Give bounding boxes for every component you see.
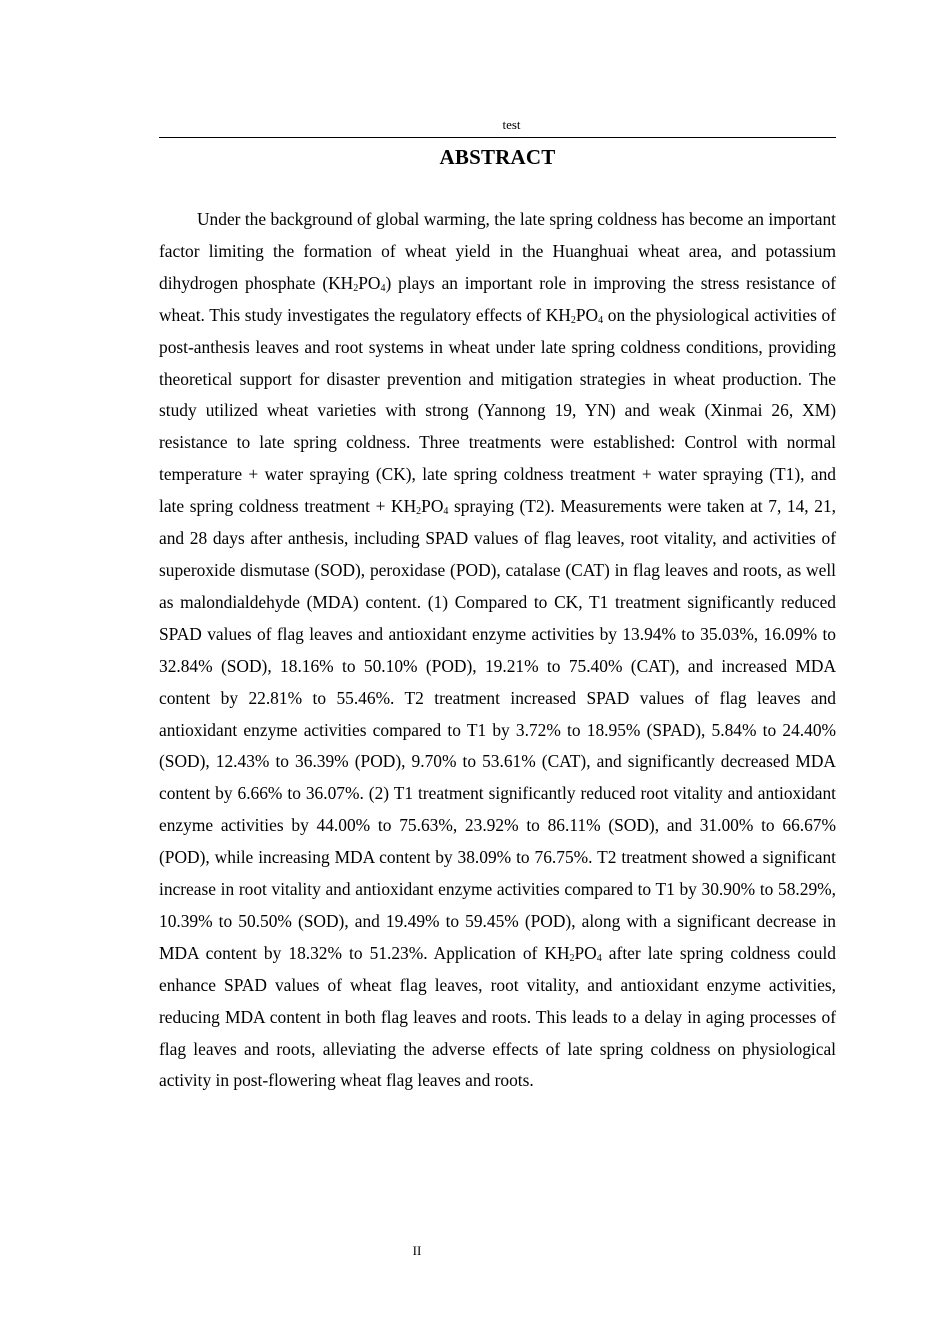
header-rule (159, 137, 836, 138)
abstract-text-4: spraying (T2). Measurements were taken at 7, 14, 21, and 28 days after anthesis, including SPAD values of flag leaves, root vitality, and activities of superoxide dismutase (SOD), peroxidase (POD), catalase (CAT) in flag leaves and roots, as well as malondialdehyde (MDA) content. (1) Compared to CK, T1 treatment significantly reduced SPAD values of flag leaves and antioxidant enzyme activities by 13.94% to 35.03%, 16.09% to 32.84% (SOD), 18.16% to 50.10% (POD), 19.21% to 75.40% (CAT), and increased MDA content by 22.81% to 55.46%. T2 treatment increased SPAD values of flag leaves and antioxidant enzyme activities compared to T1 by 3.72% to 18.95% (SPAD), 5.84% to 24.40% (SOD), 12.43% to 36.39% (POD), 9.70% to 53.61% (CAT), and significantly decreased MDA content by 6.66% to 36.07%. (2) T1 treatment significantly reduced root vitality and antioxidant enzyme activities by 44.00% to 75.63%, 23.92% to 86.11% (SOD), and 31.00% to 66.67% (POD), while increasing MDA content by 38.09% to 76.75%. T2 treatment showed a significant increase in root vitality and antioxidant enzyme activities compared to T1 by 30.90% to 58.29%, 10.39% to 50.50% (SOD), and 19.49% to 59.45% (POD), along with a significant decrease in MDA content by 18.32% to 51.23%. Application of (159, 496, 837, 963)
abstract-text-5: after late spring coldness could enhance SPAD values of wheat flag leaves, root vitality, and antioxidant enzyme activities, reducing MDA content in both flag leaves and roots. This leads to a delay in aging processes of flag leaves and roots, alleviating the adverse effects of late spring coldness on physiological activity in post-flowering wheat flag leaves and roots. (159, 942, 836, 1091)
abstract-text-2: ) plays an important role in improving the stress resistance of wheat. This study investigates the regulatory effects of (159, 272, 836, 325)
abstract-text-1: Under the background of global warming, the late spring coldness has become an important factor limiting the formation of wheat yield in the Huanghuai wheat area, and potassium dihydrogen phosphate ( (159, 209, 836, 293)
running-header: test (502, 117, 521, 132)
page-title: ABSTRACT (439, 145, 556, 169)
abstract-paragraph (159, 204, 836, 1097)
page-number: II (412, 1243, 422, 1258)
abstract-text-3: on the physiological activities of post-anthesis leaves and root systems in wheat under late spring coldness conditions, providing theoretical support for disaster prevention and mitigation strategies in wheat production. The study utilized wheat varieties with strong (Yannong 19, YN) and weak (Xinmai 26, XM) resistance to late spring coldness. Three treatments were established: Control with normal temperature + water spraying (CK), late spring coldness treatment + water spraying (T1), and late spring coldness treatment + (159, 304, 836, 517)
chem-formula: $KH_2PO_4$ (328, 272, 386, 294)
chem-formula: $KH_2PO_4$ (545, 304, 604, 326)
chem-formula: $KH_2PO_4$ (391, 496, 449, 518)
chem-formula: $KH_2PO_4$ (544, 942, 602, 964)
